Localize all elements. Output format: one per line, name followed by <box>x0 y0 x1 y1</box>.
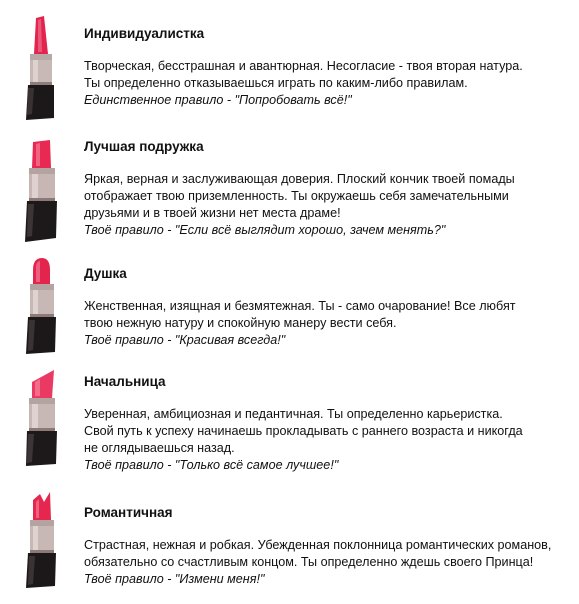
entry-description-line: Ты определенно отказываешься играть по каким-либо правилам. <box>84 76 468 90</box>
lipstick-icon <box>14 490 70 590</box>
entry-rule: Твоё правило - "Красивая всегда!" <box>84 333 286 347</box>
entry-rule: Твоё правило - "Если всё выглядит хорошо, зачем менять?" <box>84 223 446 237</box>
entry-description-line: Свой путь к успеху начинаешь прокладывать с раннего возраста и никогда <box>84 424 523 438</box>
lipstick-icon <box>14 14 70 120</box>
entry-description-line: Женственная, изящная и безмятежная. Ты - само очарование! Все любят <box>84 299 516 313</box>
entry-title: Индивидуалистка <box>84 26 205 41</box>
lipstick-icon <box>14 256 70 356</box>
entry-title: Начальница <box>84 374 166 389</box>
entry-description-line: Яркая, верная и заслуживающая доверия. Плоский кончик твоей помады <box>84 172 515 186</box>
lipstick-icon <box>14 368 70 468</box>
entry-description-line: отображает твою приземленность. Ты окружаешь себя замечательными <box>84 189 509 203</box>
entry-description-line: обязательно со счастливым концом. Ты определенно ждешь своего Принца! <box>84 555 534 569</box>
entry-rule: Единственное правило - "Попробовать всё!" <box>84 93 352 107</box>
entry-rule: Твоё правило - "Только всё самое лучшее!" <box>84 458 339 472</box>
entry-description-line: Страстная, нежная и робкая. Убежденная поклонница романтических романов, <box>84 538 552 552</box>
entry-description-line: не оглядываешься назад. <box>84 441 235 455</box>
entry-description-line: Уверенная, амбициозная и педантичная. Ты определенно карьеристка. <box>84 407 503 421</box>
entry-title: Романтичная <box>84 505 173 520</box>
entry-rule: Твоё правило - "Измени меня!" <box>84 572 265 586</box>
entry-description-line: друзьями и в твоей жизни нет места драме! <box>84 206 341 220</box>
entry-title: Лучшая подружка <box>84 139 204 154</box>
lipstick-icon <box>14 138 70 242</box>
entry-title: Душка <box>84 266 127 281</box>
entry-description-line: Творческая, бесстрашная и авантюрная. Несогласие - твоя вторая натура. <box>84 59 523 73</box>
entry-description-line: твою нежную натуру и спокойную манеру вести себя. <box>84 316 397 330</box>
